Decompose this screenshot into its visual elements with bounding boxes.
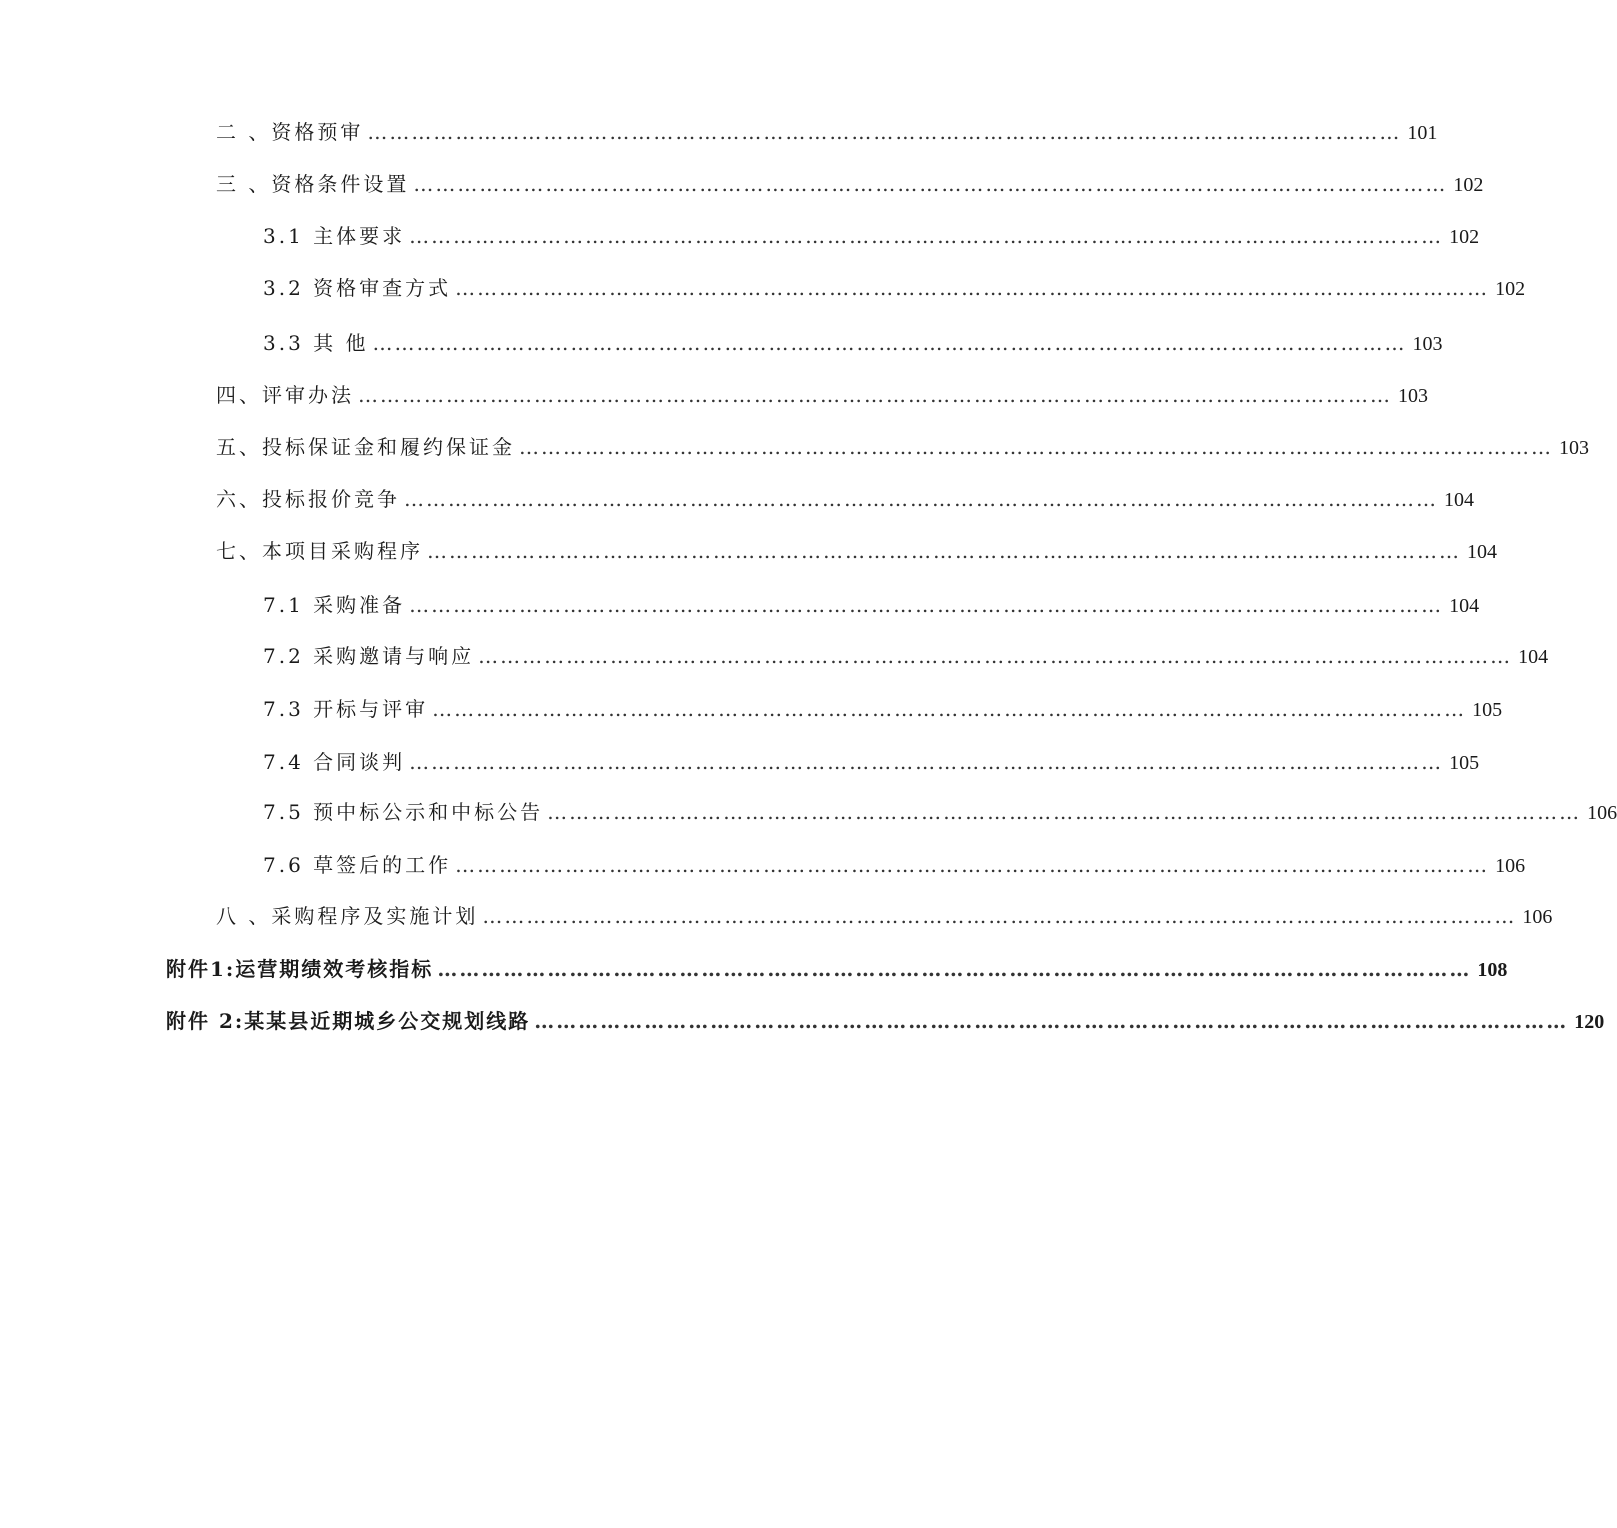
- toc-leader-dots: ……………………………………………………………………………………………………………………………: [372, 331, 1407, 355]
- toc-entry-title: 附件 2:某某县近期城乡公交规划线路: [166, 1009, 531, 1033]
- toc-entry-page: 106: [1522, 906, 1553, 928]
- toc-entry-title: 二 、资格预审: [216, 120, 364, 144]
- toc-entry[interactable]: [263, 328, 1443, 358]
- toc-entry[interactable]: [263, 641, 1549, 671]
- toc-entry-title: 3.1 主体要求: [263, 224, 406, 248]
- toc-entry-page: 105: [1472, 699, 1503, 721]
- toc-entry-title: 7.4 合同谈判: [263, 750, 406, 774]
- toc-entry[interactable]: [263, 797, 1617, 827]
- toc-entry-page: 103: [1412, 333, 1443, 355]
- toc-entry-title: 三 、资格条件设置: [216, 172, 410, 196]
- toc-leader-dots: ……………………………………………………………………………………………………………………………: [367, 120, 1402, 144]
- toc-entry-page: 105: [1449, 752, 1480, 774]
- toc-entry-page: 101: [1407, 122, 1438, 144]
- toc-entry-title: 七、本项目采购程序: [216, 539, 423, 563]
- toc-entry-page: 106: [1587, 802, 1617, 824]
- toc-leader-dots: ……………………………………………………………………………………………………………………………: [519, 435, 1553, 459]
- toc-entry[interactable]: [216, 117, 1438, 147]
- toc-entry[interactable]: [216, 169, 1484, 199]
- toc-leader-dots: ……………………………………………………………………………………………………………………………: [409, 750, 1444, 774]
- toc-entry-title: 7.5 预中标公示和中标公告: [263, 800, 544, 824]
- toc-entry-page: 120: [1574, 1011, 1605, 1033]
- toc-leader-dots: ……………………………………………………………………………………………………………………………: [413, 172, 1448, 196]
- toc-appendix-entry[interactable]: [166, 954, 1508, 984]
- toc-entry-page: 108: [1477, 959, 1508, 981]
- toc-entry-title: 3.2 资格审查方式: [263, 276, 452, 300]
- toc-entry-title: 六、投标报价竞争: [216, 487, 400, 511]
- toc-entry[interactable]: [263, 850, 1526, 880]
- toc-entry[interactable]: [263, 747, 1480, 777]
- toc-entry[interactable]: [263, 273, 1526, 303]
- toc-leader-dots: ……………………………………………………………………………………………………………………………: [427, 539, 1461, 563]
- toc-entry-title: 附件1:运营期绩效考核指标: [166, 957, 434, 981]
- toc-entry-title: 7.2 采购邀请与响应: [263, 644, 475, 668]
- toc-entry-page: 106: [1495, 855, 1526, 877]
- toc-entry[interactable]: [216, 901, 1553, 931]
- toc-leader-dots: ……………………………………………………………………………………………………………………………: [358, 383, 1392, 407]
- toc-entry-title: 7.3 开标与评审: [263, 697, 429, 721]
- toc-entry-title: 八 、采购程序及实施计划: [216, 904, 479, 928]
- toc-entry[interactable]: [263, 221, 1480, 251]
- toc-entry[interactable]: [263, 590, 1480, 620]
- toc-entry-page: 103: [1398, 385, 1428, 407]
- toc-entry[interactable]: [263, 694, 1503, 724]
- toc-entry-page: 102: [1449, 226, 1480, 248]
- toc-entry-page: 104: [1444, 489, 1474, 511]
- toc-leader-dots: ……………………………………………………………………………………………………………………………: [455, 853, 1490, 877]
- toc-entry[interactable]: [216, 536, 1497, 566]
- toc-leader-dots: ……………………………………………………………………………………………………………………………: [482, 904, 1517, 928]
- toc-entry-page: 103: [1559, 437, 1589, 459]
- toc-entry-page: 104: [1518, 646, 1549, 668]
- toc-entry-page: 104: [1449, 595, 1480, 617]
- toc-entry[interactable]: [216, 380, 1428, 410]
- toc-entry-title: 3.3 其 他: [263, 331, 369, 355]
- toc-leader-dots: ……………………………………………………………………………………………………………………………: [534, 1009, 1569, 1033]
- toc-entry-title: 五、投标保证金和履约保证金: [216, 435, 515, 459]
- toc-entry-page: 102: [1453, 174, 1484, 196]
- toc-leader-dots: ……………………………………………………………………………………………………………………………: [547, 800, 1582, 824]
- toc-entry[interactable]: [216, 432, 1589, 462]
- toc-appendix-entry[interactable]: [166, 1006, 1605, 1036]
- toc-leader-dots: ……………………………………………………………………………………………………………………………: [409, 593, 1444, 617]
- toc-entry-title: 7.1 采购准备: [263, 593, 406, 617]
- toc-leader-dots: ……………………………………………………………………………………………………………………………: [437, 957, 1472, 981]
- toc-entry[interactable]: [216, 484, 1474, 514]
- toc-leader-dots: ……………………………………………………………………………………………………………………………: [455, 276, 1490, 300]
- toc-entry-page: 104: [1467, 541, 1497, 563]
- toc-leader-dots: ……………………………………………………………………………………………………………………………: [478, 644, 1513, 668]
- toc-entry-title: 四、评审办法: [216, 383, 354, 407]
- toc-leader-dots: ……………………………………………………………………………………………………………………………: [409, 224, 1444, 248]
- toc-entry-page: 102: [1495, 278, 1526, 300]
- toc-leader-dots: ……………………………………………………………………………………………………………………………: [432, 697, 1467, 721]
- toc-leader-dots: ……………………………………………………………………………………………………………………………: [404, 487, 1438, 511]
- toc-entry-title: 7.6 草签后的工作: [263, 853, 452, 877]
